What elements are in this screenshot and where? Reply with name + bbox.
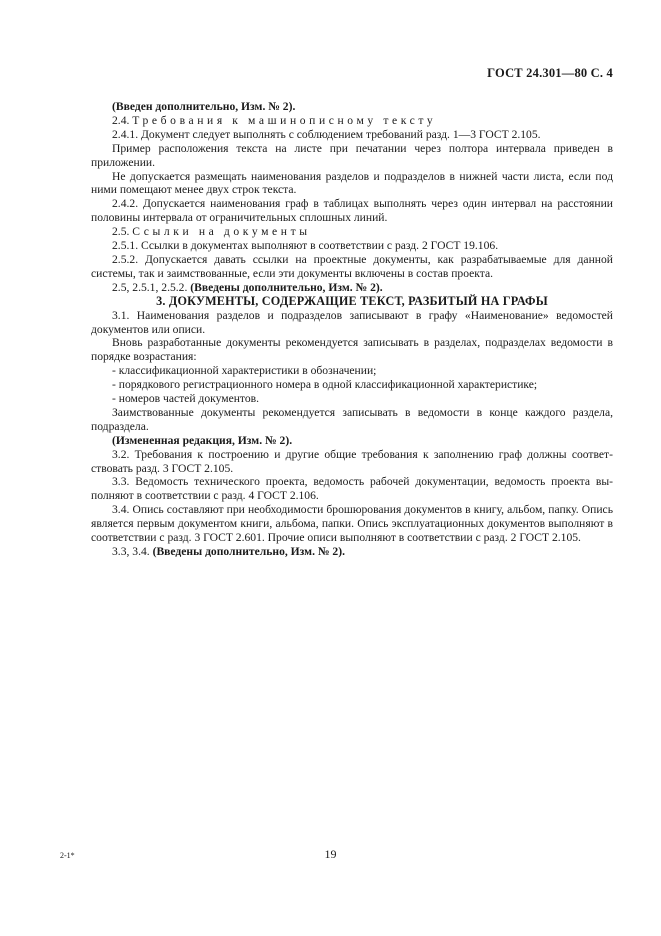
amendment-ref: 2.5, 2.5.1, 2.5.2.	[112, 280, 191, 294]
page-number: 19	[324, 847, 337, 861]
amendment-text: (Введены дополнительно, Изм. № 2).	[190, 280, 383, 294]
clause-3-2: 3.2. Требования к построению и другие общие требования к заполнению граф должны соответствовать разд. 3 ГОСТ 2.105.	[91, 447, 613, 475]
amendment-note: (Измененная редакция, Изм. № 2).	[112, 433, 293, 447]
body-text	[91, 100, 613, 559]
running-header: ГОСТ 24.301—80 С. 4	[487, 66, 613, 80]
paragraph: Вновь разработанные документы рекомендуется записывать в разделах, подразделах ведомости в порядке возрастания:	[91, 336, 613, 364]
clause-title: Ссылки на документы	[132, 225, 311, 239]
clause-2-5	[91, 225, 613, 239]
clause-3-3: 3.3. Ведомость технического проекта, ведомость рабочей документации, ведомость проекта выполняют в соответствии с разд. 4 ГОСТ 2.106.	[91, 475, 613, 503]
clause-2-4-1: 2.4.1. Документ следует выполнять с соблюдением требований разд. 1—3 ГОСТ 2.105.	[112, 127, 541, 141]
clause-number: 2.4.	[112, 113, 133, 127]
clause-3-4: 3.4. Опись составляют при необходимости брошюрования документов в книгу, альбом, папку. Опись является первым документом книги, альбома, папки. Опись эксплуатационных документов выполняют в соответствии с разд. 3 ГОСТ 2.601. Прочие описи выполняют в соответствии с разд. 2 ГОСТ 2.105.	[91, 503, 613, 545]
clause-number: 2.5.	[112, 225, 133, 239]
clause-3-1: 3.1. Наименования разделов и подразделов записывают в графу «Наименование» ведомостей документов или описи.	[91, 308, 613, 336]
clause-2-5-1: 2.5.1. Ссылки в документах выполняют в соответствии с разд. 2 ГОСТ 19.106.	[112, 239, 499, 253]
list-item: - номеров частей документов.	[112, 392, 260, 406]
list-item: - классификационной характеристики в обозначении;	[112, 364, 377, 378]
clause-2-4	[91, 114, 613, 128]
amendment-note	[91, 545, 613, 559]
amendment-ref: 3.3, 3.4.	[112, 545, 153, 558]
paragraph: Заимствованные документы рекомендуется записывать в ведомости в конце каждого раздела, подраздела.	[91, 405, 613, 433]
paragraph: Пример расположения текста на листе при печатании через полтора интервала приведен в приложении.	[91, 141, 613, 169]
list-item: - порядкового регистрационного номера в одной классификационной характеристике;	[112, 378, 538, 392]
amendment-text: (Введены дополнительно, Изм. № 2).	[152, 545, 345, 558]
clause-title: Требования к машинописному тексту	[132, 113, 437, 127]
print-code: 2-1*	[60, 851, 75, 860]
amendment-note	[91, 281, 613, 295]
clause-2-4-2: 2.4.2. Допускается наименования граф в таблицах выполнять через один интервал на расстоянии половины интервала от ограничительных сплошных линий.	[91, 197, 613, 225]
amendment-note: (Введен дополнительно, Изм. № 2).	[112, 100, 296, 113]
paragraph: Не допускается размещать наименования разделов и подразделов в нижней части листа, если под ними помещают менее двух строк текста.	[91, 169, 613, 197]
clause-2-5-2: 2.5.2. Допускается давать ссылки на проектные документы, как разрабатываемые для данной системы, так и заимствованные, если эти документы включены в состав проекта.	[91, 252, 613, 280]
section-heading: 3. ДОКУМЕНТЫ, СОДЕРЖАЩИЕ ТЕКСТ, РАЗБИТЫЙ НА ГРАФЫ	[156, 293, 548, 308]
